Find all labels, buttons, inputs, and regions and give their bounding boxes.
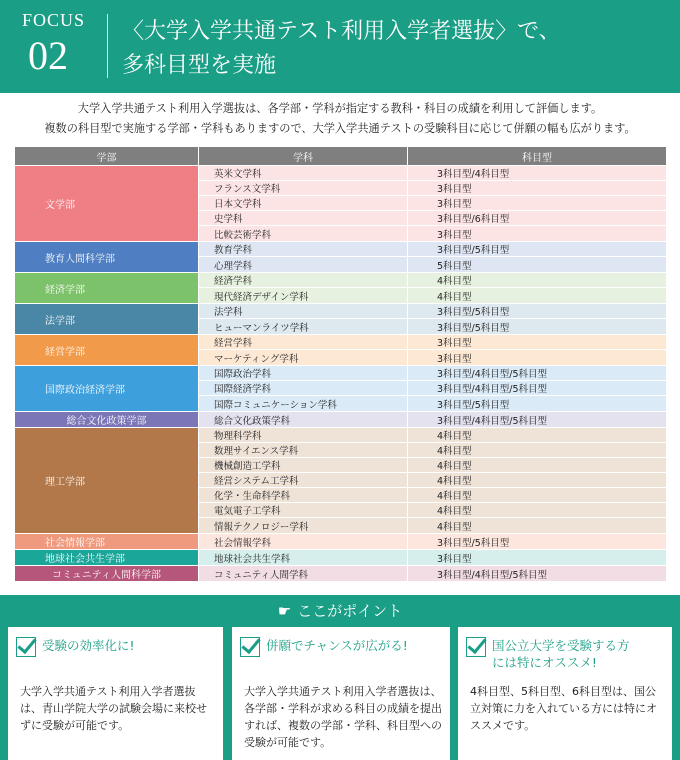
dept-group <box>15 533 666 549</box>
type-cell: 3科目型/4科目型 <box>437 169 510 180</box>
subject-cell: 国際経済学科 <box>199 381 408 395</box>
subject-cell: 社会情報学科 <box>199 534 408 549</box>
type-cell: 5科目型 <box>437 260 472 272</box>
dept-cell: 総合文化政策学部 <box>15 412 199 427</box>
point-card-body: 大学入学共通テスト利用入学者選抜は、各学部・学科が求める科目の成績を提出すれば、複数の学部・学科、科目型への受験が可能です。 <box>244 685 442 749</box>
type-cell: 3科目型/5科目型 <box>437 245 510 256</box>
subject-cell: 地球社会共生学科 <box>199 550 408 565</box>
dept-cell: コミュニティ人間科学部 <box>15 566 199 581</box>
subject-cell: 総合文化政策学科 <box>199 412 408 427</box>
dept-cell: 法学部 <box>15 304 199 334</box>
point-card-title <box>266 637 408 654</box>
dept-group <box>15 303 666 334</box>
dept-cell: 経済学部 <box>15 273 199 303</box>
table-row <box>199 428 666 443</box>
points-heading <box>0 600 680 621</box>
table-row <box>199 488 666 503</box>
table-row <box>199 166 666 181</box>
dept-group <box>15 165 666 241</box>
dept-group <box>15 241 666 272</box>
table-row <box>199 396 666 411</box>
subject-cell: 情報テクノロジー学科 <box>199 518 408 533</box>
dept-group <box>15 365 666 411</box>
subject-cell: 数理サイエンス学科 <box>199 443 408 457</box>
subject-cell: 国際政治学科 <box>199 366 408 380</box>
subject-cell: 物理科学科 <box>199 428 408 442</box>
intro-line1: 大学入学共通テスト利用入学選抜は、各学部・学科が指定する教科・科目の成績を利用して評価します。 <box>77 102 603 115</box>
subject-cell: 経営学科 <box>199 335 408 349</box>
points-title: ここがポイント <box>297 602 403 620</box>
type-cell: 3科目型/4科目型/5科目型 <box>437 569 548 581</box>
table-row <box>199 335 666 350</box>
table-row <box>199 381 666 396</box>
point-card-head <box>240 637 408 657</box>
point-card-title <box>42 637 135 654</box>
subject-cell: 機械創造工学科 <box>199 458 408 472</box>
point-card-title-line: には特にオススメ! <box>492 655 597 670</box>
table-row <box>199 319 666 334</box>
table-row <box>199 503 666 518</box>
type-cell: 4科目型 <box>437 521 472 533</box>
subject-type-table <box>15 147 666 581</box>
focus-number: 02 <box>28 33 68 78</box>
table-row <box>199 226 666 241</box>
table-row <box>199 242 666 257</box>
table-row <box>199 366 666 381</box>
type-cell: 3科目型/5科目型 <box>437 307 510 318</box>
table-row <box>199 412 666 427</box>
point-card-body: 4科目型、5科目型、6科目型は、国公立対策に力を入れている方には特にオススメです。 <box>470 685 657 732</box>
header-dept: 学部 <box>15 147 199 165</box>
type-cell: 3科目型 <box>437 199 472 210</box>
type-cell: 4科目型 <box>437 491 472 502</box>
focus-label: FOCUS <box>22 10 86 30</box>
type-cell: 3科目型/4科目型/5科目型 <box>437 415 548 427</box>
point-card-1 <box>8 627 223 760</box>
checkmark-icon <box>240 637 260 657</box>
header-subject: 学科 <box>199 147 408 165</box>
intro-line2: 複数の科目型で実施する学部・学科もありますので、大学入学共通テストの受験科目に応じて併願の幅も広がります。 <box>44 122 636 135</box>
type-cell: 3科目型/4科目型/5科目型 <box>437 384 548 395</box>
type-cell: 3科目型/5科目型 <box>437 537 510 549</box>
page-title-line1: 〈大学入学共通テスト利用入学者選抜〉で、 <box>122 19 561 44</box>
point-card-head <box>16 637 135 657</box>
dept-group <box>15 565 666 581</box>
type-cell: 3科目型/5科目型 <box>437 399 510 411</box>
table-row <box>199 350 666 365</box>
point-card-title <box>492 637 630 671</box>
header-divider <box>107 14 108 78</box>
table-row <box>199 288 666 303</box>
subject-cell: 法学科 <box>199 304 408 318</box>
dept-group <box>15 272 666 303</box>
table-row <box>199 458 666 473</box>
subject-cell: 現代経済デザイン学科 <box>199 288 408 303</box>
dept-cell: 理工学部 <box>15 428 199 533</box>
dept-cell: 経営学部 <box>15 335 199 365</box>
type-cell: 4科目型 <box>437 476 472 487</box>
subject-cell: 経済学科 <box>199 273 408 287</box>
type-cell: 3科目型 <box>437 338 472 349</box>
subject-cell: コミュニティ人間学科 <box>199 566 408 581</box>
dept-group <box>15 427 666 533</box>
type-cell: 3科目型 <box>437 353 472 365</box>
dept-cell: 地球社会共生学部 <box>15 550 199 565</box>
subject-cell: ヒューマンライツ学科 <box>199 319 408 334</box>
table-row <box>199 518 666 533</box>
type-cell: 3科目型/5科目型 <box>437 322 510 334</box>
subject-cell: フランス文学科 <box>199 181 408 195</box>
subject-cell: 比較芸術学科 <box>199 226 408 241</box>
type-cell: 3科目型/4科目型/5科目型 <box>437 369 548 380</box>
point-card-title-line: 併願でチャンスが広がる! <box>266 638 408 653</box>
point-card-title-line: 国公立大学を受験する方 <box>492 638 630 653</box>
dept-cell: 社会情報学部 <box>15 534 199 549</box>
header-type: 科目型 <box>522 152 552 164</box>
table-row <box>199 443 666 458</box>
dept-cell: 教育人間科学部 <box>15 242 199 272</box>
point-card-2 <box>232 627 450 760</box>
subject-cell: 化学・生命科学科 <box>199 488 408 502</box>
type-cell: 4科目型 <box>437 461 472 472</box>
subject-cell: 電気電子工学科 <box>199 503 408 517</box>
subject-cell: 経営システム工学科 <box>199 473 408 487</box>
subject-cell: 史学科 <box>199 211 408 225</box>
subject-cell: 心理学科 <box>199 257 408 272</box>
table-row <box>199 211 666 226</box>
table-row <box>199 304 666 319</box>
point-card-head <box>466 637 630 671</box>
type-cell: 3科目型 <box>437 553 472 565</box>
point-card-body: 大学入学共通テスト利用入学者選抜は、青山学院大学の試験会場に来校せずに受験が可能です。 <box>20 685 207 732</box>
subject-cell: マーケティング学科 <box>199 350 408 365</box>
checkmark-icon <box>16 637 36 657</box>
point-card-3 <box>458 627 672 760</box>
table-row <box>199 196 666 211</box>
subject-cell: 教育学科 <box>199 242 408 256</box>
checkmark-icon <box>466 637 486 657</box>
type-cell: 4科目型 <box>437 506 472 517</box>
table-row <box>199 257 666 272</box>
dept-cell: 国際政治経済学部 <box>15 366 199 411</box>
subject-cell: 日本文学科 <box>199 196 408 210</box>
table-row <box>199 534 666 549</box>
table-body <box>15 165 666 581</box>
table-row <box>199 181 666 196</box>
table-row <box>199 566 666 581</box>
dept-group <box>15 411 666 427</box>
type-cell: 4科目型 <box>437 276 472 287</box>
type-cell: 4科目型 <box>437 431 472 442</box>
subject-cell: 国際コミュニケーション学科 <box>199 396 408 411</box>
pointing-hand-icon: ☛ <box>277 602 292 620</box>
table-header <box>15 147 666 165</box>
table-row <box>199 273 666 288</box>
type-cell: 3科目型/6科目型 <box>437 214 510 225</box>
table-row <box>199 550 666 565</box>
table-row <box>199 473 666 488</box>
dept-cell: 文学部 <box>15 166 199 241</box>
type-cell: 3科目型 <box>437 184 472 195</box>
dept-group <box>15 549 666 565</box>
point-card-title-line: 受験の効率化に! <box>42 638 135 653</box>
type-cell: 4科目型 <box>437 446 472 457</box>
subject-cell: 英米文学科 <box>199 166 408 180</box>
dept-group <box>15 334 666 365</box>
type-cell: 4科目型 <box>437 291 472 303</box>
page-title-line2: 多科目型を実施 <box>122 53 277 78</box>
type-cell: 3科目型 <box>437 229 472 241</box>
